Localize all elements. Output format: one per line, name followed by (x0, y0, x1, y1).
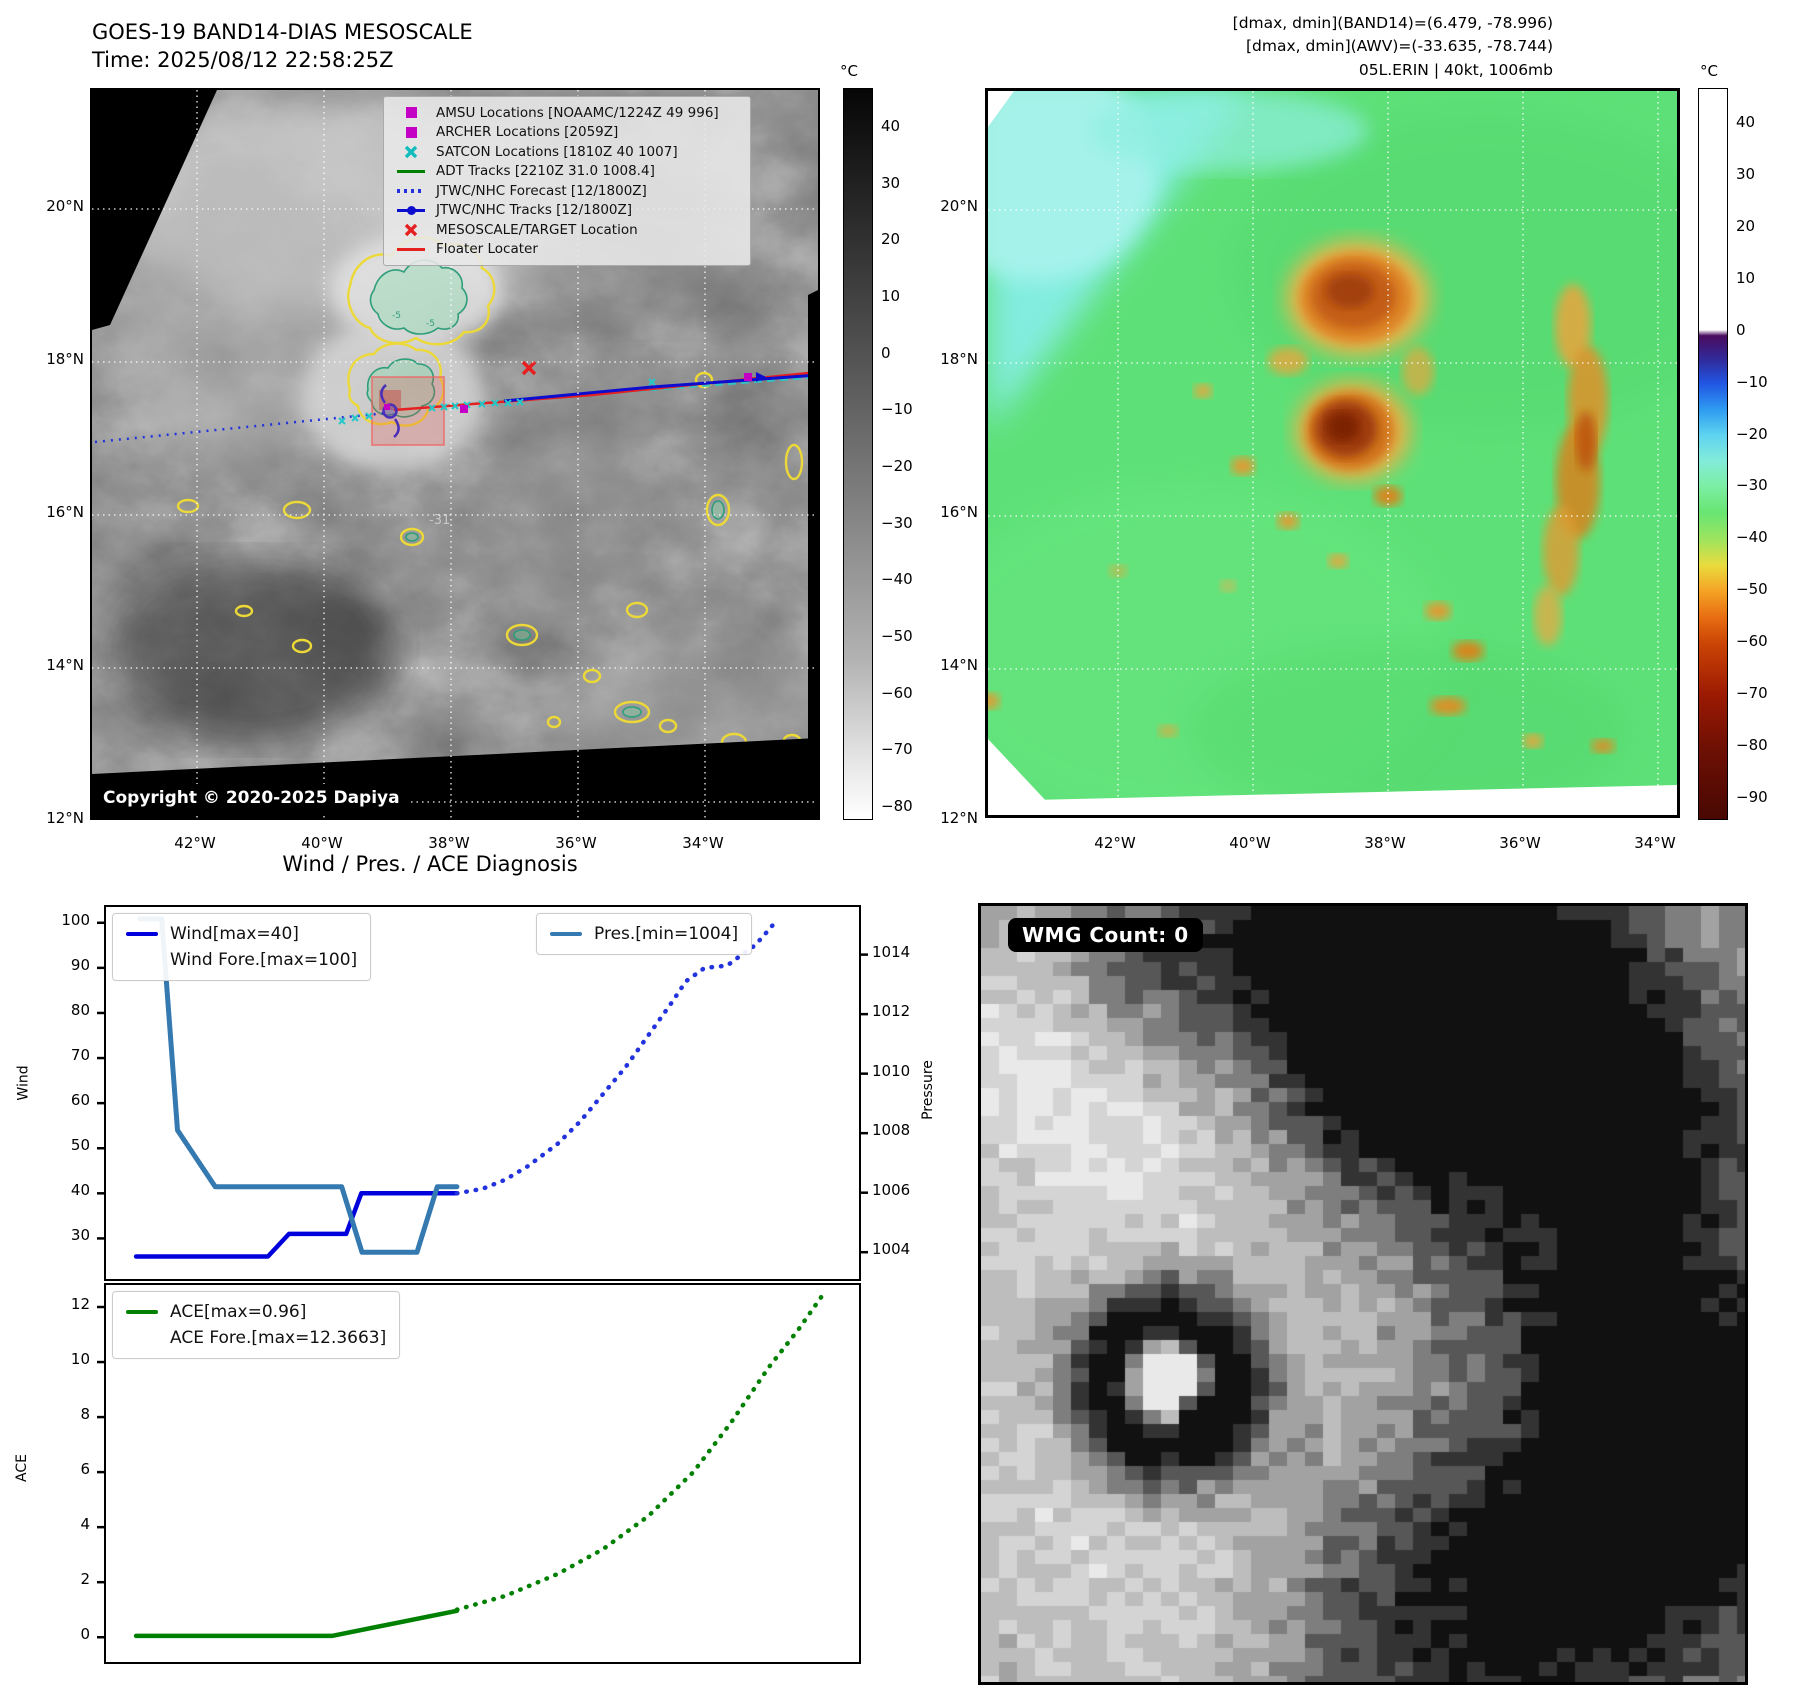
lat-tick-label: 12°N (46, 809, 84, 827)
legend-item-label: Floater Locater (436, 241, 538, 258)
series-ace-fore-max- (457, 1297, 822, 1610)
lon-tick-label: 36°W (1499, 834, 1541, 852)
pressure-tick-label: 1012 (872, 1002, 911, 1021)
map-legend (383, 96, 751, 266)
pressure-legend (536, 913, 752, 955)
wind-tick-label: 100 (61, 910, 90, 929)
lat-tick-label: 18°N (940, 350, 978, 368)
legend-item-label: SATCON Locations [1810Z 40 1007] (436, 143, 678, 160)
lon-tick-label: 42°W (1094, 834, 1136, 852)
lon-tick-label: 38°W (428, 834, 470, 852)
lon-tick-label: 34°W (1634, 834, 1676, 852)
colorbar-tick-label: −20 (881, 457, 913, 476)
enhanced-ir-map-panel (985, 88, 1680, 818)
colorbar-tick-label: −80 (881, 797, 913, 816)
legend-item (394, 220, 740, 240)
colorbar-tick-label: 30 (881, 173, 901, 192)
colorbar-tick-label: −10 (881, 400, 913, 419)
colorbar-tick-label: −20 (1736, 424, 1768, 443)
series-wind-max- (136, 1193, 457, 1256)
lat-tick-label: 16°N (46, 503, 84, 521)
legend-item (394, 162, 740, 182)
dmax-awv: [dmax, dmin](AWV)=(-33.635, -78.744) (1246, 37, 1553, 56)
contour-label: -5 (426, 319, 435, 329)
colorbar-tick-label: 40 (1736, 113, 1756, 131)
wind-tick-label: 90 (70, 955, 90, 974)
legend-item-label: MESOSCALE/TARGET Location (436, 221, 638, 238)
band14-colorbar (843, 88, 873, 820)
ace-tick-label: 10 (70, 1350, 90, 1369)
legend-item (126, 1325, 386, 1351)
pressure-axis-label: Pressure (919, 1060, 936, 1120)
wind-tick-label: 80 (70, 1000, 90, 1019)
colorbar-tick-label: 20 (1736, 216, 1756, 235)
lat-tick-label: 14°N (46, 656, 84, 674)
wind-legend (112, 913, 371, 981)
colorbar-tick-label: −50 (1736, 580, 1768, 599)
colorbar-unit: °C (840, 62, 858, 80)
colorbar-tick-label: −10 (1736, 372, 1768, 391)
colorbar-tick-label: 0 (881, 343, 891, 362)
line-icon (126, 932, 158, 937)
temp-annotation: -31 (429, 513, 451, 528)
lon-tick-label: 40°W (1229, 834, 1271, 852)
legend-item-label: ARCHER Locations [2059Z] (436, 124, 619, 141)
diagnosis-title: Wind / Pres. / ACE Diagnosis (282, 852, 578, 876)
legend-item-label: Wind Fore.[max=100] (170, 950, 358, 970)
legend-item-label: JTWC/NHC Tracks [12/1800Z] (436, 202, 633, 219)
ace-tick-label: 4 (80, 1515, 90, 1534)
legend-item-label: ADT Tracks [2210Z 31.0 1008.4] (436, 163, 655, 180)
wmg-panel (978, 903, 1748, 1685)
legend-item-label: JTWC/NHC Forecast [12/1800Z] (436, 182, 647, 199)
line-icon (550, 932, 582, 937)
lat-tick-label: 12°N (940, 809, 978, 827)
x-icon (394, 223, 428, 237)
legend-item (394, 103, 740, 123)
series-ace-max- (136, 1611, 457, 1636)
legend-item-label: Wind[max=40] (170, 924, 299, 944)
colorbar-tick-label: −40 (1736, 528, 1768, 547)
ace-tick-label: 8 (80, 1405, 90, 1424)
legend-item (394, 181, 740, 201)
legend-item (394, 123, 740, 143)
colorbar-tick-label: 10 (881, 287, 901, 305)
copyright-badge: Copyright © 2020-2025 Dapiya (92, 784, 411, 812)
colorbar-tick-label: −60 (881, 683, 913, 702)
colorbar-tick-label: −80 (1736, 736, 1768, 755)
pressure-tick-label: 1014 (872, 942, 911, 961)
storm-id: 05L.ERIN | 40kt, 1006mb (1358, 60, 1553, 79)
legend-item (126, 947, 357, 973)
lon-tick-label: 36°W (555, 834, 597, 852)
lat-tick-label: 20°N (46, 197, 84, 215)
series-wind-fore-max- (457, 923, 775, 1194)
legend-item (394, 201, 740, 221)
colorbar-tick-label: −30 (881, 513, 913, 532)
colorbar-tick-label: −40 (881, 570, 913, 589)
line-icon (394, 170, 428, 174)
colorbar-tick-label: 30 (1736, 164, 1756, 183)
dotted-icon (394, 189, 428, 193)
legend-item-label: Pres.[min=1004] (594, 924, 739, 944)
ace-legend (112, 1291, 400, 1359)
ace-tick-label: 6 (80, 1460, 90, 1479)
legend-item-label: AMSU Locations [NOAAMC/1224Z 49 996] (436, 104, 719, 121)
pressure-tick-label: 1006 (872, 1180, 911, 1199)
wind-tick-label: 30 (70, 1226, 90, 1245)
pressure-tick-label: 1004 (872, 1240, 911, 1259)
colorbar-tick-label: −70 (881, 740, 913, 759)
wmg-count-badge: WMG Count: 0 (1008, 918, 1203, 952)
colorbar-tick-label: −50 (881, 627, 913, 646)
wind-tick-label: 60 (70, 1091, 90, 1110)
wind-axis-label: Wind (15, 1065, 32, 1101)
dotted-line-icon (126, 958, 158, 963)
timestamp: Time: 2025/08/12 22:58:25Z (92, 48, 394, 73)
pressure-tick-label: 1010 (872, 1061, 911, 1080)
legend-item (126, 921, 357, 947)
legend-item (550, 921, 738, 947)
line-icon (394, 248, 428, 252)
ace-tick-label: 0 (80, 1625, 90, 1644)
legend-item (126, 1299, 386, 1325)
enhanced-colorbar (1698, 88, 1728, 820)
colorbar-unit: °C (1700, 62, 1718, 80)
legend-item (394, 240, 740, 260)
lon-tick-label: 40°W (301, 834, 343, 852)
contour-label: -5 (392, 311, 401, 321)
lat-tick-label: 16°N (940, 503, 978, 521)
page-title: GOES-19 BAND14-DIAS MESOSCALE (92, 20, 473, 44)
enhanced-ir-image (988, 91, 1677, 815)
lon-tick-label: 34°W (682, 834, 724, 852)
ace-tick-label: 2 (80, 1570, 90, 1589)
header-left (92, 18, 473, 75)
ace-tick-label: 12 (70, 1295, 90, 1313)
colorbar-tick-label: 20 (881, 230, 901, 249)
line-icon (126, 1310, 158, 1315)
ace-axis-label: ACE (13, 1454, 30, 1482)
wmg-pixel-image (981, 906, 1745, 1682)
lat-tick-label: 20°N (940, 197, 978, 215)
square-icon (394, 107, 428, 118)
header-right (1233, 12, 1553, 82)
lon-tick-label: 42°W (174, 834, 216, 852)
wind-tick-label: 70 (70, 1046, 90, 1065)
colorbar-tick-label: 0 (1736, 320, 1746, 339)
line-dot-icon (394, 209, 428, 213)
square-icon (394, 127, 428, 138)
x-icon (394, 145, 428, 159)
pressure-tick-label: 1008 (872, 1121, 911, 1140)
legend-item-label: ACE Fore.[max=12.3663] (170, 1328, 387, 1348)
colorbar-tick-label: −70 (1736, 684, 1768, 703)
dotted-line-icon (126, 1336, 158, 1341)
dmax-band14: [dmax, dmin](BAND14)=(6.479, -78.996) (1232, 14, 1553, 32)
colorbar-tick-label: −60 (1736, 632, 1768, 651)
colorbar-tick-label: 40 (881, 117, 901, 135)
colorbar-tick-label: 10 (1736, 268, 1756, 287)
colorbar-tick-label: −90 (1736, 787, 1768, 806)
colorbar-tick-label: −30 (1736, 476, 1768, 495)
lat-tick-label: 18°N (46, 350, 84, 368)
wind-tick-label: 40 (70, 1181, 90, 1200)
lat-tick-label: 14°N (940, 656, 978, 674)
wind-tick-label: 50 (70, 1136, 90, 1155)
legend-item-label: ACE[max=0.96] (170, 1302, 307, 1322)
lon-tick-label: 38°W (1364, 834, 1406, 852)
legend-item (394, 142, 740, 162)
